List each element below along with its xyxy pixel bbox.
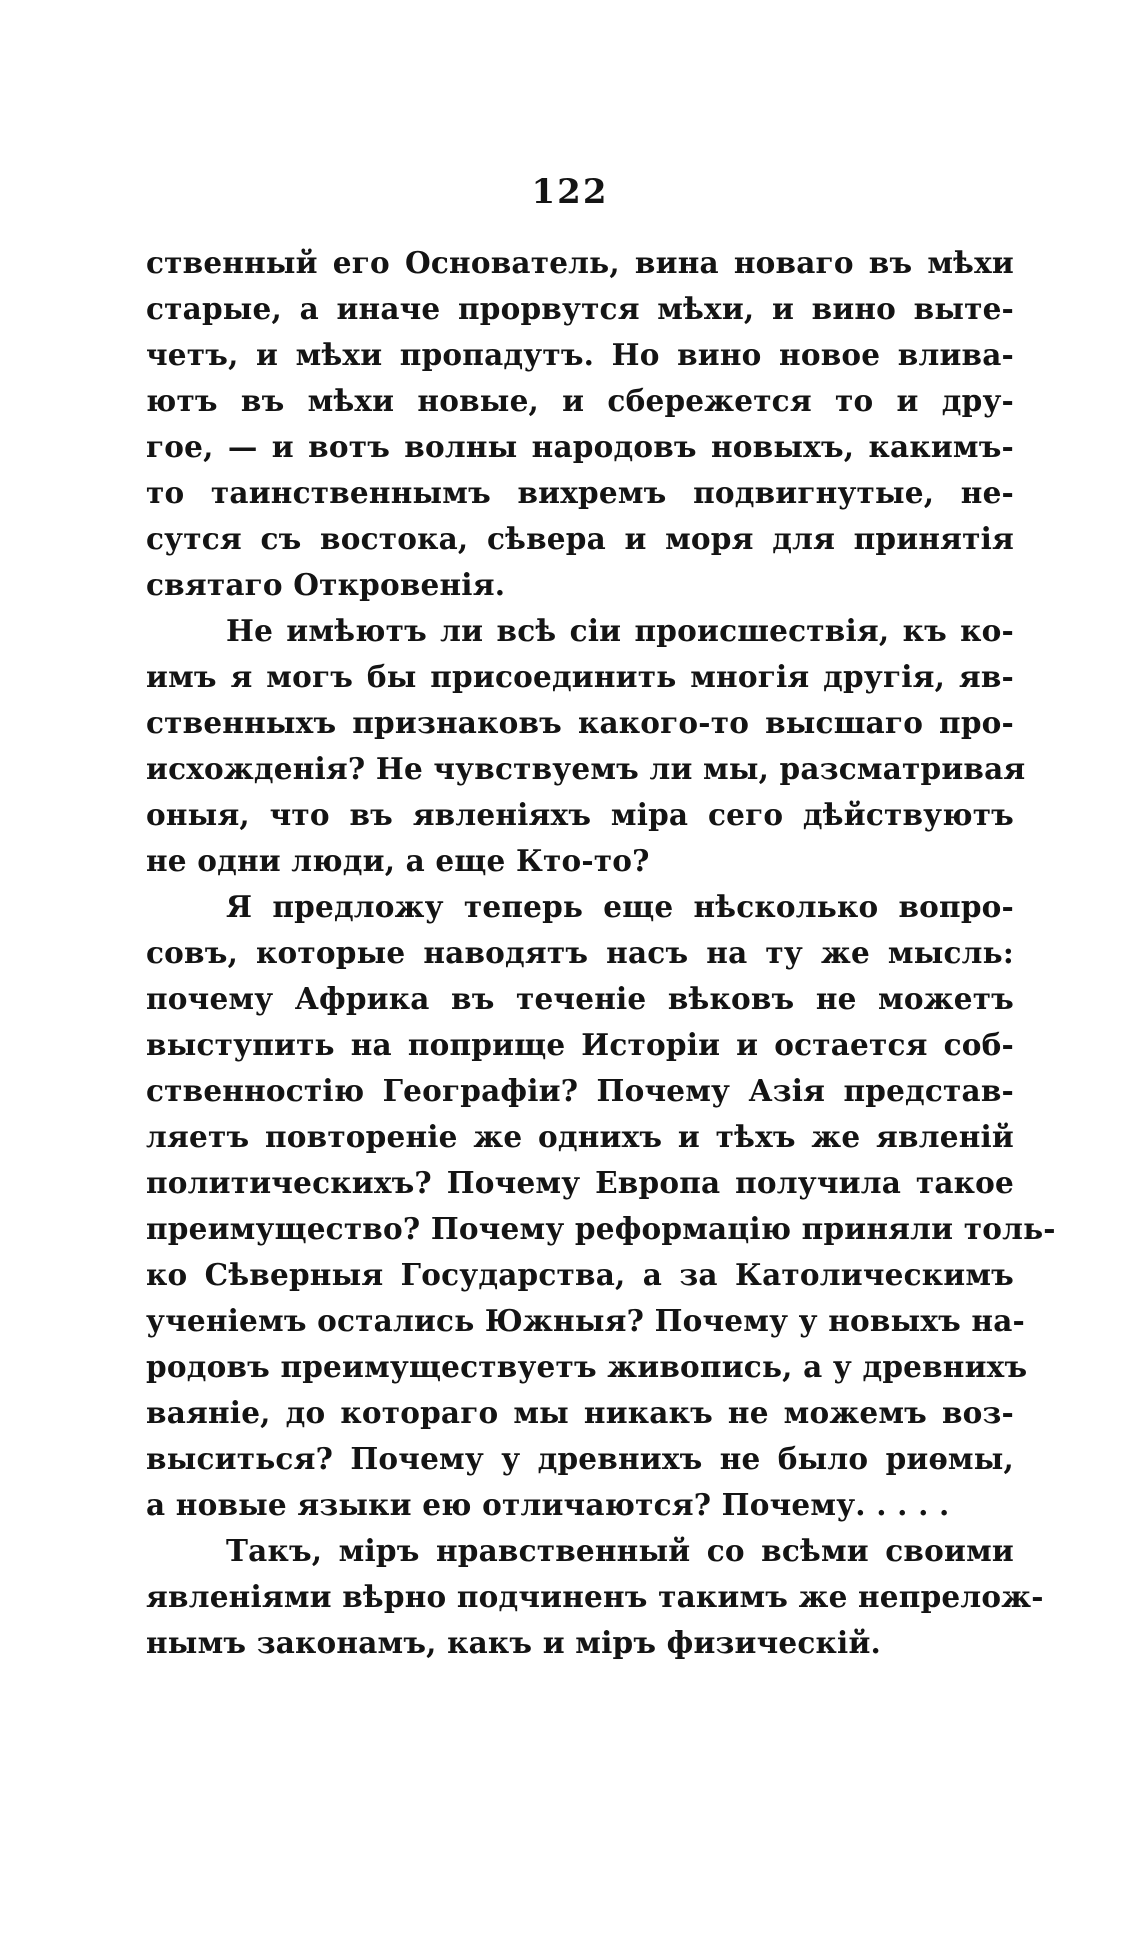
text-line: четъ, и мѣхи пропадутъ. Но вино новое влива- [146,337,1014,372]
text-line: а новые языки ею отличаются? Почему. . . . . [146,1487,950,1522]
text-line: политическихъ? Почему Европа получила такое [146,1165,1014,1200]
body-text [146,240,1056,1666]
text-line: ютъ въ мѣхи новые, и сбережется то и дру- [146,383,1014,418]
text-line: ваяніе, до котораго мы никакъ не можемъ воз- [146,1395,1014,1430]
text-line: ственностію Географіи? Почему Азія представ- [146,1073,1014,1108]
text-line: преимущество? Почему реформацію приняли толь- [146,1211,1056,1246]
text-line: явленіями вѣрно подчиненъ такимъ же непрелож- [146,1579,1044,1614]
text-line: то таинственнымъ вихремъ подвигнутые, не- [146,475,1014,510]
text-line: Не имѣютъ ли всѣ сіи происшествія, къ ко- [226,613,1014,648]
text-line: Я предложу теперь еще нѣсколько вопро- [226,889,1014,924]
text-line: выступить на поприще Исторіи и остается соб- [146,1027,1014,1062]
paragraph [146,884,1056,1528]
text-line: выситься? Почему у древнихъ не было риѳмы, [146,1441,1014,1476]
text-line: почему Африка въ теченіе вѣковъ не можетъ [146,981,1014,1016]
text-line: исхожденія? Не чувствуемъ ли мы, разсматривая [146,751,1026,786]
paragraph [146,1528,1044,1666]
text-line: ляетъ повтореніе же однихъ и тѣхъ же явленій [146,1119,1014,1154]
paragraph [146,240,1014,608]
paragraph [146,608,1026,884]
text-line: имъ я могъ бы присоединить многія другія, яв- [146,659,1014,694]
text-line: старые, а иначе прорвутся мѣхи, и вино выте- [146,291,1014,326]
text-line: Такъ, міръ нравственный со всѣми своими [226,1533,1014,1568]
text-line: ственныхъ признаковъ какого-то высшаго про- [146,705,1014,740]
text-line: не одни люди, а еще Кто-то? [146,843,650,878]
text-line: родовъ преимуществуетъ живопись, а у древнихъ [146,1349,1028,1384]
text-line: сутся съ востока, сѣвера и моря для принятія [146,521,1014,556]
text-line: ко Сѣверныя Государства, а за Католическимъ [146,1257,1014,1292]
text-line: гое, — и вотъ волны народовъ новыхъ, какимъ- [146,429,1014,464]
page-number: 122 [531,172,609,212]
text-line: святаго Откровенія. [146,567,506,602]
text-line: нымъ законамъ, какъ и міръ физическій. [146,1625,882,1660]
text-line: оныя, что въ явленіяхъ міра сего дѣйствуютъ [146,797,1014,832]
text-line: ственный его Основатель, вина новаго въ мѣхи [146,245,1014,280]
text-line: ученіемъ остались Южныя? Почему у новыхъ на- [146,1303,1025,1338]
text-line: совъ, которые наводятъ насъ на ту же мысль: [146,935,1014,970]
